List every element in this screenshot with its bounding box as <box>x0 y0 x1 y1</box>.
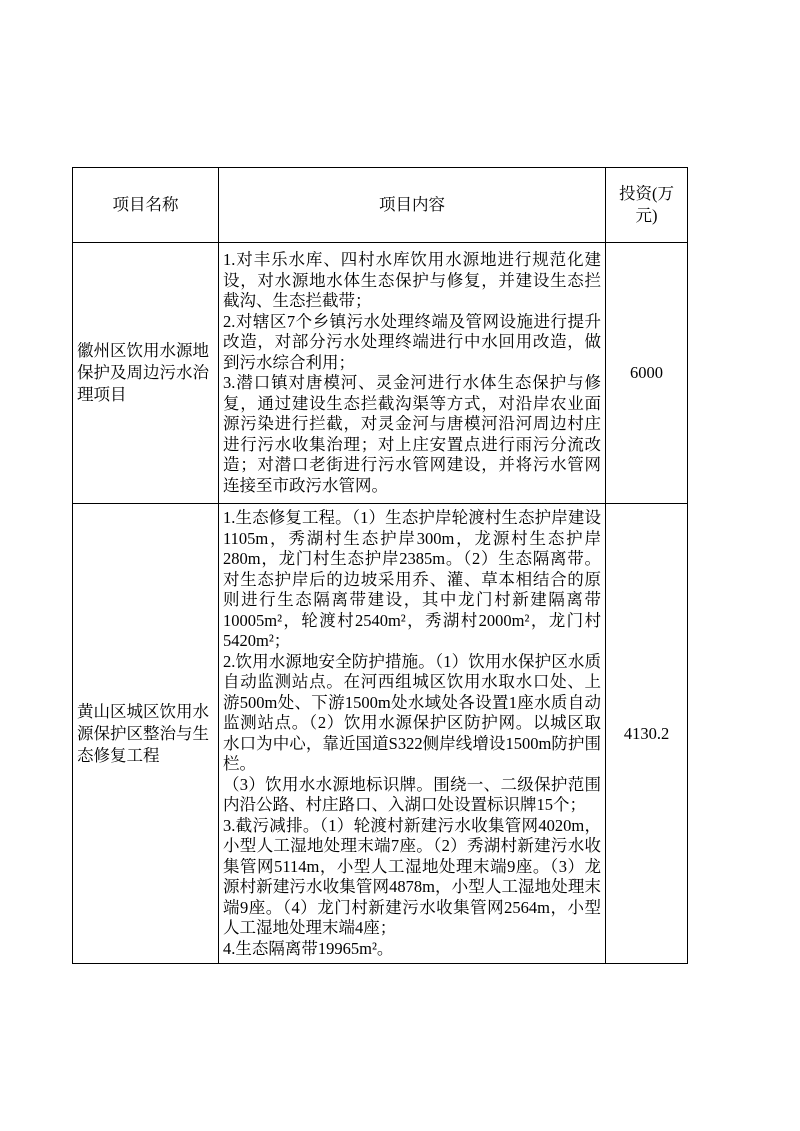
investment-cell: 4130.2 <box>606 504 688 964</box>
project-name-cell: 黄山区城区饮用水源保护区整治与生态修复工程 <box>73 504 219 964</box>
table-row <box>73 243 688 504</box>
project-content-cell <box>219 504 606 964</box>
column-header-project-content: 项目内容 <box>219 168 606 243</box>
table-header-row <box>73 168 688 243</box>
project-table <box>72 167 688 964</box>
content-paragraph: 4.生态隔离带19965m²。 <box>223 938 394 958</box>
content-paragraph: 3.截污减排。（1）轮渡村新建污水收集管网4020m，小型人工湿地处理末端7座。（2）秀湖村新建污水收集管网5114m，小型人工湿地处理末端9座。（3）龙源村新建污水收集管网4878m，小型人工湿地处理末端9座。（4）龙门村新建污水收集管网2564m，小型人工湿地处理末端4座； <box>223 815 601 937</box>
project-name-cell: 徽州区饮用水源地保护及周边污水治理项目 <box>73 243 219 504</box>
content-paragraph: 3.潜口镇对唐模河、灵金河进行水体生态保护与修复，通过建设生态拦截沟渠等方式，对沿岸农业面源污染进行拦截，对灵金河与唐模河沿河周边村庄进行污水收集治理；对上庄安置点进行雨污分流改造；对潜口老街进行污水管网建设，并将污水管网连接至市政污水管网。 <box>223 373 601 495</box>
column-header-project-name: 项目名称 <box>73 168 219 243</box>
table-row <box>73 504 688 964</box>
content-paragraph: 2.对辖区7个乡镇污水处理终端及管网设施进行提升改造，对部分污水处理终端进行中水回用改造，做到污水综合利用； <box>223 311 601 372</box>
project-content-cell <box>219 243 606 504</box>
content-paragraph: 1.生态修复工程。（1）生态护岸轮渡村生态护岸建设1105m，秀湖村生态护岸300m，龙源村生态护岸280m，龙门村生态护岸2385m。（2）生态隔离带。对生态护岸后的边坡采用乔、灌、草本相结合的原则进行生态隔离带建设，其中龙门村新建隔离带10005m²，轮渡村2540m²，秀湖村2000m²，龙门村5420m²； <box>223 508 601 650</box>
investment-cell: 6000 <box>606 243 688 504</box>
content-paragraph: （3）饮用水水源地标识牌。围绕一、二级保护范围内沿公路、村庄路口、入湖口处设置标识牌15个； <box>223 774 601 814</box>
column-header-investment: 投资(万元) <box>606 168 688 243</box>
content-paragraph: 2.饮用水源地安全防护措施。（1）饮用水保护区水质自动监测站点。在河西组城区饮用水取水口处、上游500m处、下游1500m处水域处各设置1座水质自动监测站点。（2）饮用水源保护区防护网。以城区取水口为中心，靠近国道S322侧岸线增设1500m防护围栏。 <box>223 651 601 773</box>
content-paragraph: 1.对丰乐水库、四村水库饮用水源地进行规范化建设，对水源地水体生态保护与修复，并建设生态拦截沟、生态拦截带； <box>223 250 601 310</box>
